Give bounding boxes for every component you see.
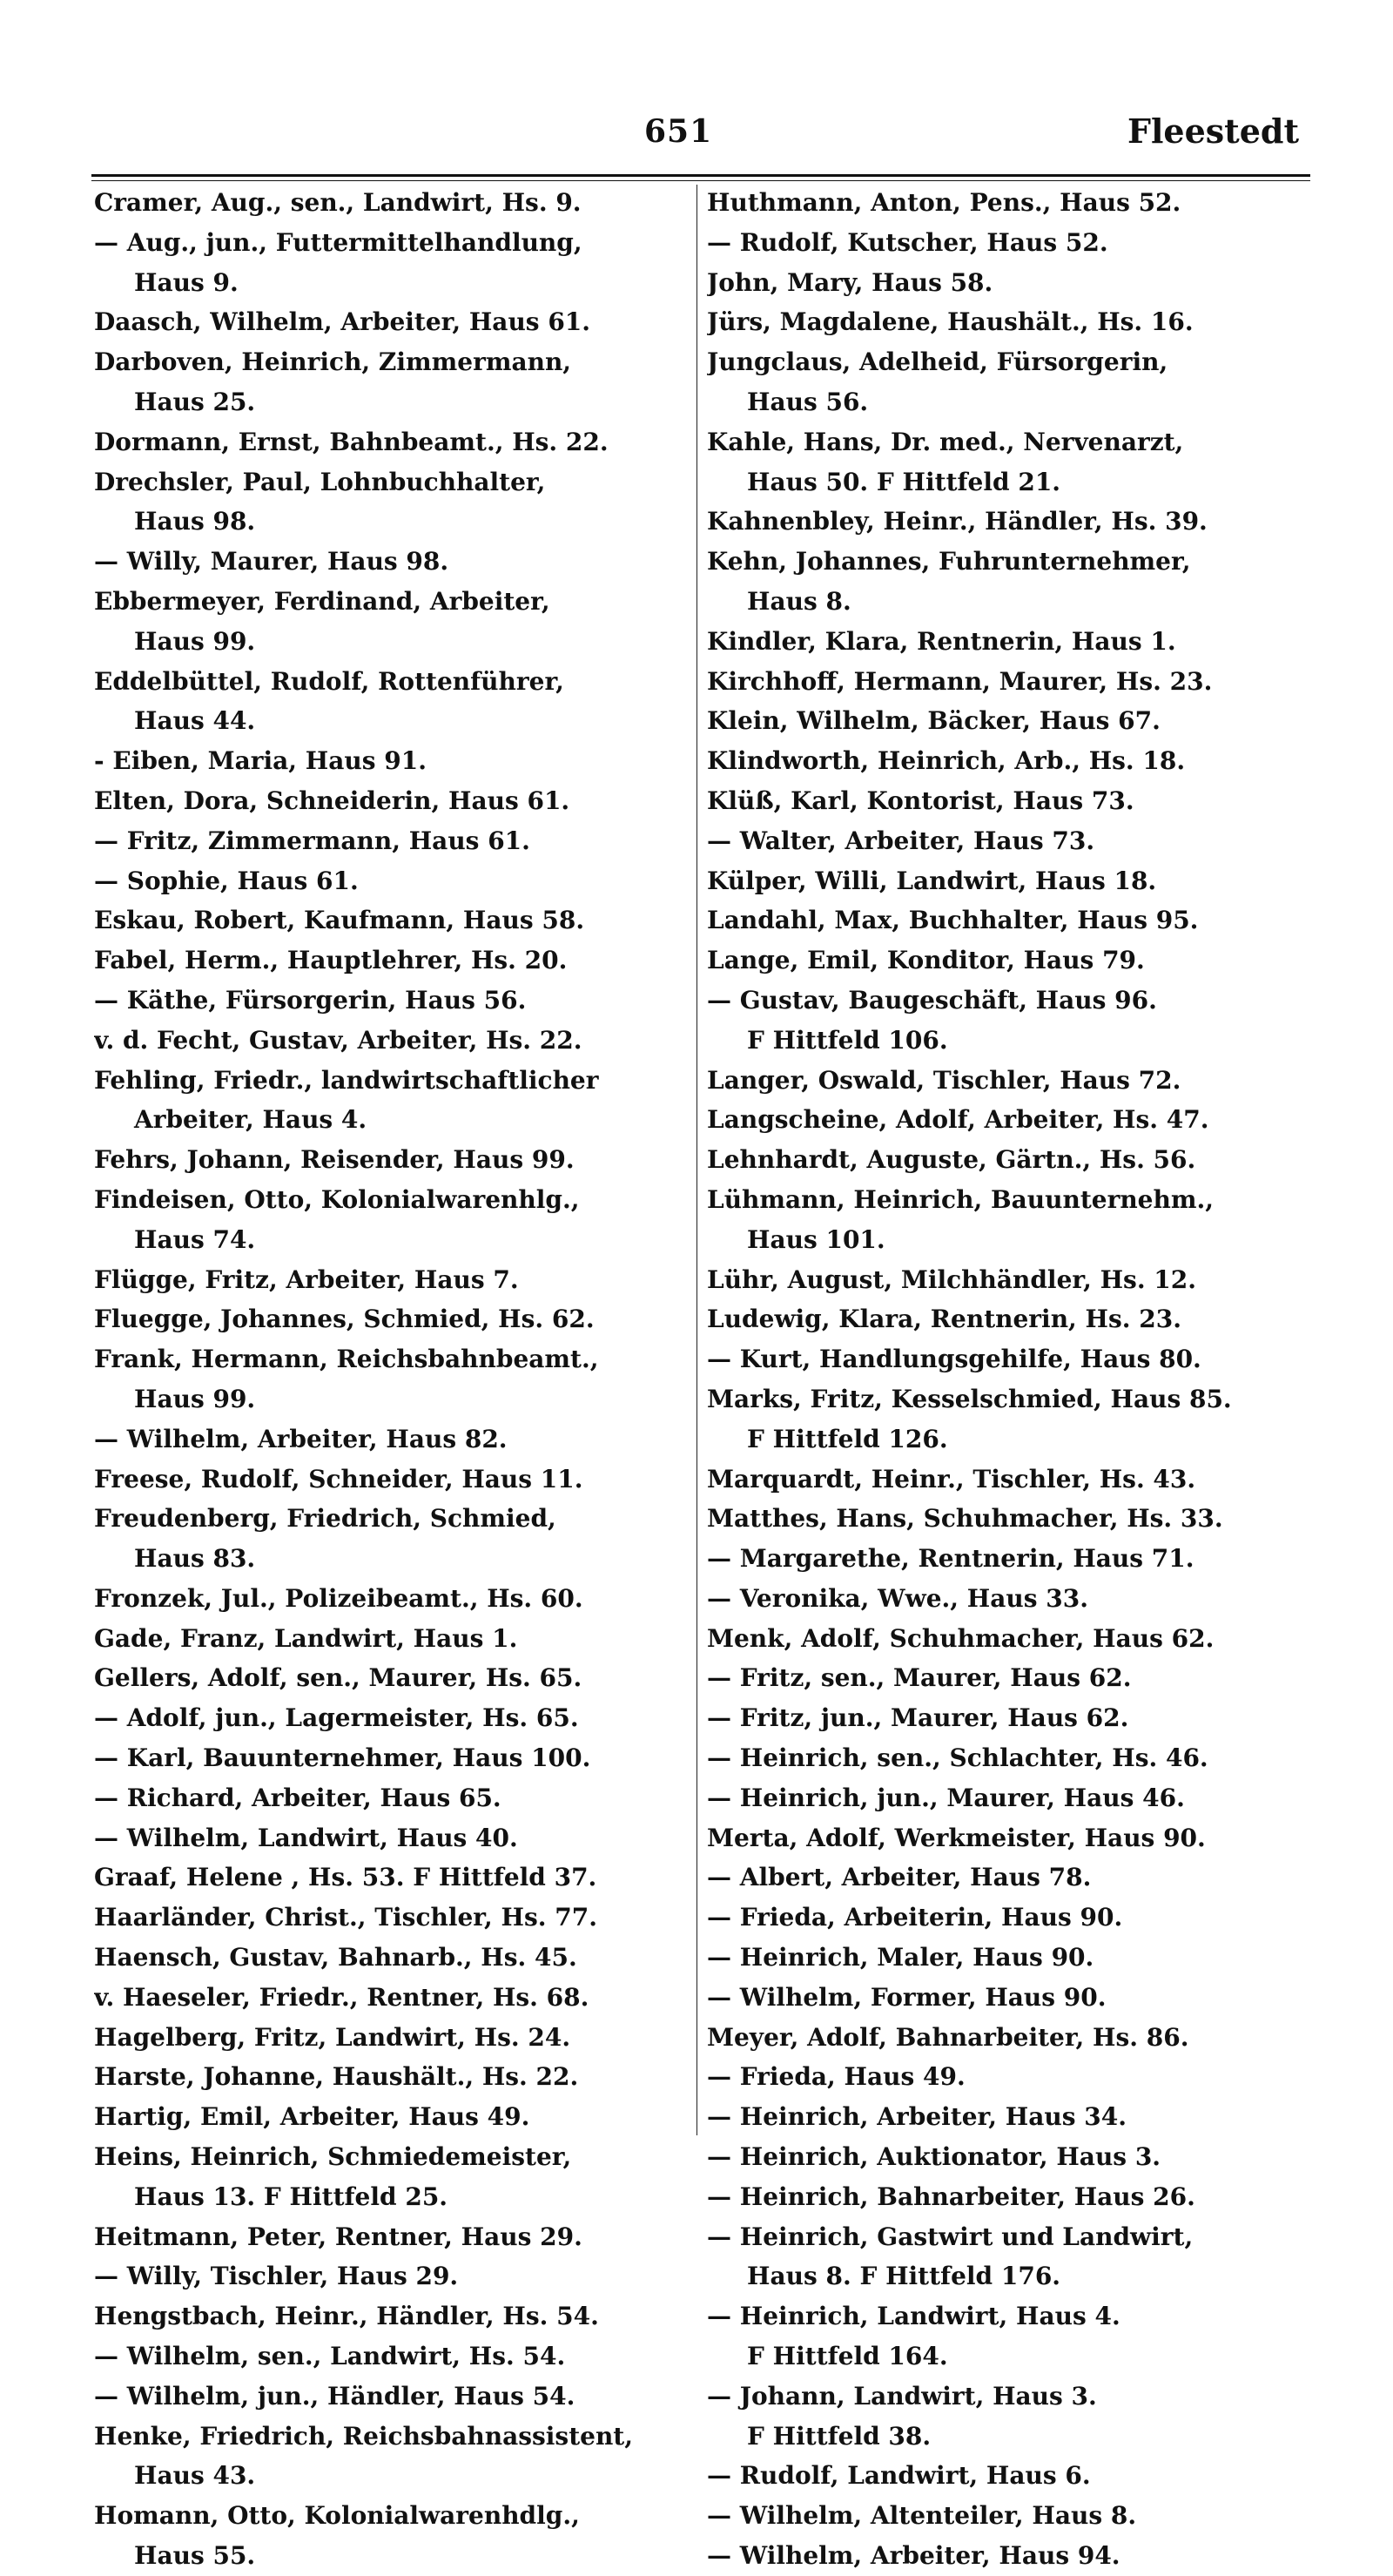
directory-line: — Heinrich, Arbeiter, Haus 34.: [707, 2102, 1127, 2132]
directory-line: Freudenberg, Friedrich, Schmied,: [94, 1504, 556, 1534]
directory-line: Huthmann, Anton, Pens., Haus 52.: [707, 188, 1181, 217]
directory-line: — Richard, Arbeiter, Haus 65.: [94, 1783, 501, 1812]
directory-line: Eddelbüttel, Rudolf, Rottenführer,: [94, 666, 564, 696]
directory-line: Klein, Wilhelm, Bäcker, Haus 67.: [707, 706, 1161, 736]
directory-line: Haus 43.: [134, 2461, 256, 2491]
directory-line: — Heinrich, sen., Schlachter, Hs. 46.: [707, 1743, 1208, 1773]
directory-line: Graaf, Helene , Hs. 53. F Hittfeld 37.: [94, 1863, 597, 1892]
directory-line: — Frieda, Haus 49.: [707, 2062, 966, 2092]
directory-line: Haus 50. F Hittfeld 21.: [747, 467, 1061, 496]
directory-line: Haus 99.: [134, 1384, 256, 1413]
directory-line: Haus 55.: [134, 2541, 256, 2571]
directory-line: Flügge, Fritz, Arbeiter, Haus 7.: [94, 1264, 519, 1294]
directory-line: Heins, Heinrich, Schmiedemeister,: [94, 2142, 572, 2172]
directory-line: Fluegge, Johannes, Schmied, Hs. 62.: [94, 1305, 595, 1334]
directory-line: Eskau, Robert, Kaufmann, Haus 58.: [94, 906, 585, 935]
directory-line: Lühr, August, Milchhändler, Hs. 12.: [707, 1264, 1197, 1294]
directory-line: — Kurt, Handlungsgehilfe, Haus 80.: [707, 1345, 1201, 1374]
directory-line: Harste, Johanne, Haushält., Hs. 22.: [94, 2062, 579, 2092]
directory-line: — Heinrich, jun., Maurer, Haus 46.: [707, 1783, 1185, 1812]
directory-line: Merta, Adolf, Werkmeister, Haus 90.: [707, 1823, 1206, 1852]
directory-line: F Hittfeld 164.: [747, 2342, 948, 2371]
directory-line: Kahle, Hans, Dr. med., Nervenarzt,: [707, 427, 1184, 456]
column-divider: [696, 185, 697, 2135]
directory-line: — Heinrich, Bahnarbeiter, Haus 26.: [707, 2182, 1195, 2211]
directory-line: — Rudolf, Kutscher, Haus 52.: [707, 227, 1108, 257]
directory-line: — Käthe, Fürsorgerin, Haus 56.: [94, 985, 527, 1015]
directory-line: — Wilhelm, Arbeiter, Haus 94.: [707, 2541, 1120, 2571]
directory-line: Haus 99.: [134, 626, 256, 656]
directory-line: — Rudolf, Landwirt, Haus 6.: [707, 2461, 1091, 2491]
directory-line: — Johann, Landwirt, Haus 3.: [707, 2381, 1097, 2411]
directory-line: John, Mary, Haus 58.: [707, 267, 993, 297]
directory-line: — Veronika, Wwe., Haus 33.: [707, 1583, 1088, 1613]
directory-line: — Wilhelm, Arbeiter, Haus 82.: [94, 1424, 508, 1453]
directory-line: — Adolf, jun., Lagermeister, Hs. 65.: [94, 1703, 579, 1733]
directory-line: — Willy, Maurer, Haus 98.: [94, 547, 449, 577]
directory-line: Fehrs, Johann, Reisender, Haus 99.: [94, 1145, 575, 1175]
directory-line: — Heinrich, Maler, Haus 90.: [707, 1943, 1094, 1972]
directory-line: Landahl, Max, Buchhalter, Haus 95.: [707, 906, 1199, 935]
directory-line: Findeisen, Otto, Kolonialwarenhlg.,: [94, 1184, 580, 1214]
directory-line: — Fritz, sen., Maurer, Haus 62.: [707, 1663, 1132, 1693]
directory-line: — Frieda, Arbeiterin, Haus 90.: [707, 1903, 1123, 1932]
directory-line: Langer, Oswald, Tischler, Haus 72.: [707, 1065, 1181, 1095]
directory-line: Jungclaus, Adelheid, Fürsorgerin,: [707, 347, 1168, 377]
directory-line: Kindler, Klara, Rentnerin, Haus 1.: [707, 626, 1176, 656]
directory-line: Langscheine, Adolf, Arbeiter, Hs. 47.: [707, 1105, 1209, 1135]
directory-line: - Eiben, Maria, Haus 91.: [94, 746, 427, 776]
directory-line: — Albert, Arbeiter, Haus 78.: [707, 1863, 1092, 1892]
header-rule: [91, 174, 1310, 181]
directory-line: Klüß, Karl, Kontorist, Haus 73.: [707, 786, 1134, 815]
directory-line: Haus 9.: [134, 267, 239, 297]
directory-line: v. d. Fecht, Gustav, Arbeiter, Hs. 22.: [94, 1025, 582, 1055]
directory-line: Fronzek, Jul., Polizeibeamt., Hs. 60.: [94, 1583, 583, 1613]
directory-line: — Fritz, jun., Maurer, Haus 62.: [707, 1703, 1129, 1733]
directory-line: Elten, Dora, Schneiderin, Haus 61.: [94, 786, 570, 815]
directory-line: Ebbermeyer, Ferdinand, Arbeiter,: [94, 586, 550, 616]
directory-line: v. Haeseler, Friedr., Rentner, Hs. 68.: [94, 1982, 589, 2012]
directory-line: Lange, Emil, Konditor, Haus 79.: [707, 946, 1145, 975]
directory-line: — Wilhelm, Landwirt, Haus 40.: [94, 1823, 518, 1852]
directory-line: — Heinrich, Auktionator, Haus 3.: [707, 2142, 1161, 2172]
directory-line: — Walter, Arbeiter, Haus 73.: [707, 826, 1095, 855]
directory-line: — Karl, Bauunternehmer, Haus 100.: [94, 1743, 591, 1773]
directory-line: Haus 101.: [747, 1224, 885, 1254]
directory-line: Haus 98.: [134, 507, 256, 536]
directory-line: Freese, Rudolf, Schneider, Haus 11.: [94, 1464, 583, 1494]
directory-line: Haus 8. F Hittfeld 176.: [747, 2262, 1061, 2291]
directory-line: — Heinrich, Gastwirt und Landwirt,: [707, 2222, 1194, 2251]
directory-line: Cramer, Aug., sen., Landwirt, Hs. 9.: [94, 188, 582, 217]
directory-line: Marks, Fritz, Kesselschmied, Haus 85.: [707, 1384, 1232, 1413]
directory-line: — Wilhelm, Altenteiler, Haus 8.: [707, 2501, 1137, 2531]
directory-line: — Wilhelm, Former, Haus 90.: [707, 1982, 1107, 2012]
page-number: 651: [644, 113, 713, 150]
directory-line: — Heinrich, Landwirt, Haus 4.: [707, 2302, 1120, 2331]
directory-line: Kahnenbley, Heinr., Händler, Hs. 39.: [707, 507, 1208, 536]
directory-line: Darboven, Heinrich, Zimmermann,: [94, 347, 572, 377]
directory-line: Haensch, Gustav, Bahnarb., Hs. 45.: [94, 1943, 577, 1972]
directory-line: Heitmann, Peter, Rentner, Haus 29.: [94, 2222, 582, 2251]
directory-line: Kehn, Johannes, Fuhrunternehmer,: [707, 547, 1191, 577]
directory-line: Lühmann, Heinrich, Bauunternehm.,: [707, 1184, 1214, 1214]
directory-line: Haus 8.: [747, 586, 851, 616]
directory-line: Hagelberg, Fritz, Landwirt, Hs. 24.: [94, 2022, 571, 2052]
running-head: Fleestedt: [1127, 111, 1299, 151]
directory-line: Klindworth, Heinrich, Arb., Hs. 18.: [707, 746, 1186, 776]
directory-line: — Wilhelm, jun., Händler, Haus 54.: [94, 2381, 575, 2411]
directory-line: Lehnhardt, Auguste, Gärtn., Hs. 56.: [707, 1145, 1196, 1175]
directory-line: Henke, Friedrich, Reichsbahnassistent,: [94, 2421, 633, 2451]
directory-line: F Hittfeld 38.: [747, 2421, 932, 2451]
directory-line: Haus 83.: [134, 1544, 256, 1574]
directory-line: Külper, Willi, Landwirt, Haus 18.: [707, 866, 1157, 895]
directory-line: — Aug., jun., Futtermittelhandlung,: [94, 227, 582, 257]
directory-line: Menk, Adolf, Schuhmacher, Haus 62.: [707, 1623, 1215, 1653]
directory-line: F Hittfeld 126.: [747, 1424, 948, 1453]
directory-line: Drechsler, Paul, Lohnbuchhalter,: [94, 467, 546, 496]
directory-line: Hartig, Emil, Arbeiter, Haus 49.: [94, 2102, 530, 2132]
directory-line: — Gustav, Baugeschäft, Haus 96.: [707, 985, 1157, 1015]
directory-line: — Margarethe, Rentnerin, Haus 71.: [707, 1544, 1194, 1574]
directory-line: Arbeiter, Haus 4.: [134, 1105, 367, 1135]
directory-line: — Fritz, Zimmermann, Haus 61.: [94, 826, 530, 855]
directory-line: Homann, Otto, Kolonialwarenhdlg.,: [94, 2501, 580, 2531]
directory-line: Fehling, Friedr., landwirtschaftlicher: [94, 1065, 599, 1095]
directory-line: F Hittfeld 106.: [747, 1025, 948, 1055]
directory-line: Frank, Hermann, Reichsbahnbeamt.,: [94, 1345, 599, 1374]
directory-line: Fabel, Herm., Hauptlehrer, Hs. 20.: [94, 946, 568, 975]
directory-line: Meyer, Adolf, Bahnarbeiter, Hs. 86.: [707, 2022, 1189, 2052]
directory-line: Haus 25.: [134, 387, 256, 416]
directory-line: Ludewig, Klara, Rentnerin, Hs. 23.: [707, 1305, 1181, 1334]
directory-line: — Willy, Tischler, Haus 29.: [94, 2262, 459, 2291]
directory-line: Matthes, Hans, Schuhmacher, Hs. 33.: [707, 1504, 1223, 1534]
directory-line: Marquardt, Heinr., Tischler, Hs. 43.: [707, 1464, 1196, 1494]
directory-line: Dormann, Ernst, Bahnbeamt., Hs. 22.: [94, 427, 609, 456]
directory-line: Haus 13. F Hittfeld 25.: [134, 2182, 448, 2211]
directory-line: Kirchhoff, Hermann, Maurer, Hs. 23.: [707, 666, 1213, 696]
directory-line: — Wilhelm, sen., Landwirt, Hs. 54.: [94, 2342, 566, 2371]
left-column: [94, 183, 695, 2576]
directory-line: Gade, Franz, Landwirt, Haus 1.: [94, 1623, 518, 1653]
directory-line: Hengstbach, Heinr., Händler, Hs. 54.: [94, 2302, 599, 2331]
directory-line: — Sophie, Haus 61.: [94, 866, 359, 895]
right-column: [707, 183, 1299, 2576]
directory-line: Haarländer, Christ., Tischler, Hs. 77.: [94, 1903, 597, 1932]
directory-line: Haus 44.: [134, 706, 256, 736]
directory-line: Gellers, Adolf, sen., Maurer, Hs. 65.: [94, 1663, 582, 1693]
directory-line: Haus 56.: [747, 387, 869, 416]
directory-line: Daasch, Wilhelm, Arbeiter, Haus 61.: [94, 307, 591, 337]
directory-line: Haus 74.: [134, 1224, 256, 1254]
directory-line: Jürs, Magdalene, Haushält., Hs. 16.: [707, 307, 1194, 337]
